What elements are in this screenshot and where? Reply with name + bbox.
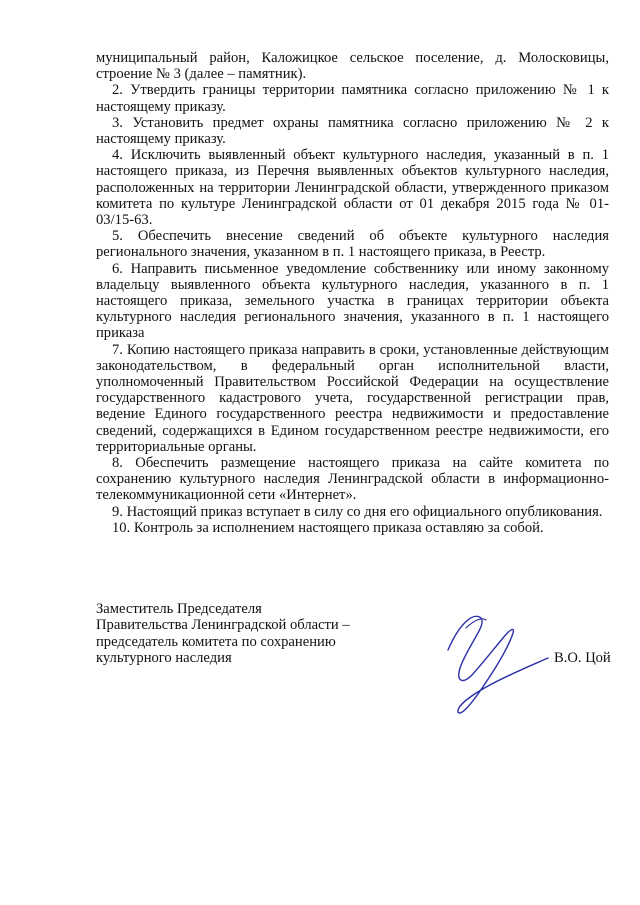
paragraph-item-6: 6. Направить письменное уведомление собственнику или иному законному владельцу выявленного объекта культурного наследия, указанного в п. 1 настоящего приказа, земельного участка в границах территории объекта культурного наследия регионального значения, указанного в п. 1 настоящего приказа	[96, 260, 609, 342]
paragraph-item-10: 10. Контроль за исполнением настоящего приказа оставляю за собой.	[112, 519, 544, 536]
paragraph-item-8: 8. Обеспечить размещение настоящего приказа на сайте комитета по сохранению культурного наследия Ленинградской области в информационно-телекоммуникационной сети «Интернет».	[96, 455, 609, 504]
paragraph-item-2: 2. Утвердить границы территории памятника согласно приложению № 1 к настоящему приказу.	[96, 82, 609, 115]
paragraph-item-3: 3. Установить предмет охраны памятника согласно приложению № 2 к настоящему приказу.	[96, 114, 609, 148]
position-line: Заместитель Председателя	[96, 601, 262, 617]
document-body	[96, 50, 609, 536]
signatory-position	[96, 601, 350, 666]
paragraph-continuation: муниципальный район, Каложицкое сельское поселение, д. Молосковицы, строение № 3 (далее – памятник).	[96, 50, 609, 83]
paragraph-item-9: 9. Настоящий приказ вступает в силу со дня его официального опубликования.	[112, 503, 603, 520]
paragraph-item-7: 7. Копию настоящего приказа направить в сроки, установленные действующим законодательством, в федеральный орган исполнительной власти, уполномоченный Правительством Российской Федерации на осуществление государственного кадастрового учета, государственной регистрации прав, ведение Единого государственного реестра недвижимости и предоставление сведений, содержащихся в Едином государственном реестре недвижимости, его территориальные органы.	[96, 341, 609, 455]
position-line: председатель комитета по сохранению	[96, 633, 336, 650]
handwritten-signature	[408, 598, 558, 718]
paragraph-item-4: 4. Исключить выявленный объект культурного наследия, указанный в п. 1 настоящего приказа, из Перечня выявленных объектов культурного наследия, расположенных на территории Ленинградской области, утвержденного приказом комитета по культуре Ленинградской области от 01 декабря 2015 года № 01-03/15-63.	[96, 147, 609, 229]
paragraph-item-5: 5. Обеспечить внесение сведений об объекте культурного наследия регионального значения, указанном в п. 1 настоящего приказа, в Реестр.	[96, 228, 609, 261]
position-line: культурного наследия	[96, 649, 232, 666]
signer-name: В.О. Цой	[554, 650, 611, 666]
position-line: Правительства Ленинградской области –	[96, 617, 350, 634]
